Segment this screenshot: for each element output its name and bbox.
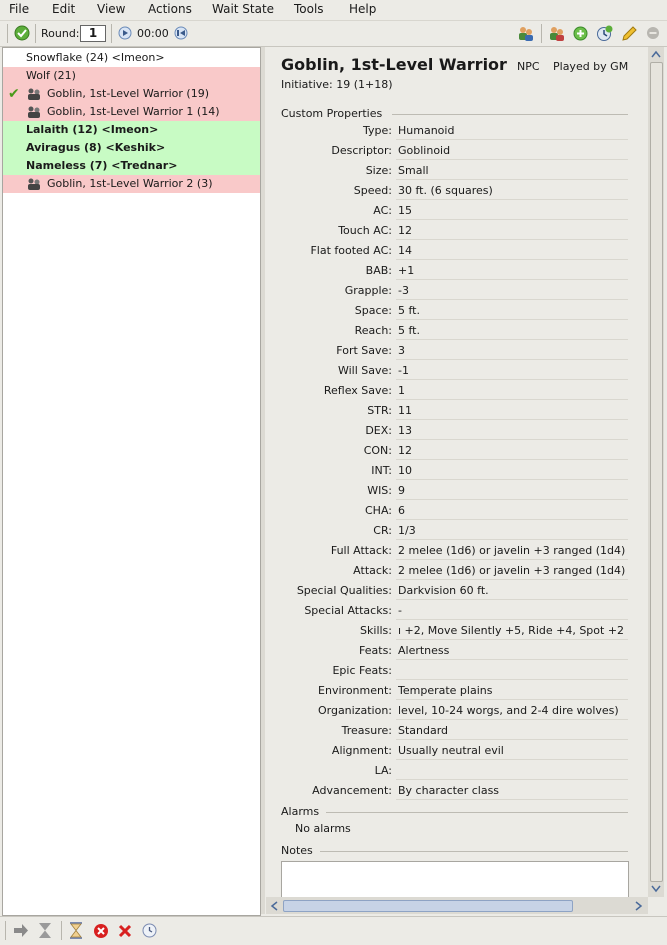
clock-icon[interactable]: [142, 923, 157, 938]
play-timer-icon[interactable]: [118, 26, 132, 40]
property-label: CHA:: [365, 504, 392, 517]
property-value[interactable]: 5 ft.: [398, 304, 420, 317]
property-value[interactable]: Goblinoid: [398, 144, 451, 157]
alarms-heading: Alarms: [281, 805, 320, 818]
property-underline: [396, 639, 628, 640]
property-underline: [396, 579, 628, 580]
list-item[interactable]: [3, 67, 260, 85]
combatant-title: Goblin, 1st-Level Warrior: [281, 55, 507, 74]
toolbar-separator: [7, 24, 8, 43]
property-underline: [396, 259, 628, 260]
property-label: Grapple:: [344, 284, 392, 297]
property-label: CR:: [373, 524, 392, 537]
list-item-label: Wolf (21): [26, 69, 76, 82]
toolbar-separator: [111, 24, 112, 43]
menu-help[interactable]: Help: [349, 2, 377, 16]
property-label: Reach:: [354, 324, 392, 337]
vertical-scrollbar[interactable]: [648, 47, 664, 897]
property-label: CON:: [363, 444, 392, 457]
property-label: BAB:: [365, 264, 392, 277]
list-item-label: Snowflake (24) <Imeon>: [26, 51, 165, 64]
edit-pencil-icon[interactable]: [621, 25, 637, 42]
property-value[interactable]: 2 melee (1d6) or javelin +3 ranged (1d4): [398, 564, 626, 577]
property-value[interactable]: 15: [398, 204, 412, 217]
property-label: Space:: [354, 304, 392, 317]
property-label: Type:: [363, 124, 392, 137]
list-item-label: Goblin, 1st-Level Warrior 2 (3): [47, 177, 213, 190]
property-underline: [396, 299, 628, 300]
property-value[interactable]: Usually neutral evil: [398, 744, 504, 757]
property-label: Environment:: [318, 684, 392, 697]
goblin-icon: [27, 88, 41, 100]
property-underline: [396, 399, 628, 400]
property-underline: [396, 439, 628, 440]
property-label: Descriptor:: [331, 144, 392, 157]
initiative-list[interactable]: [2, 47, 261, 916]
property-label: Flat footed AC:: [310, 244, 392, 257]
property-underline: [396, 739, 628, 740]
property-value[interactable]: 6: [398, 504, 405, 517]
custom-properties-heading: Custom Properties: [281, 107, 383, 120]
initiative-label: Initiative: 19 (1+18): [281, 78, 393, 91]
menu-view[interactable]: View: [97, 2, 126, 16]
property-label: Treasure:: [341, 724, 392, 737]
property-value[interactable]: 13: [398, 424, 412, 437]
add-icon[interactable]: [573, 26, 588, 41]
property-underline: [396, 519, 628, 520]
pane-splitter[interactable]: [261, 47, 265, 914]
notes-heading: Notes: [281, 844, 313, 857]
property-label: Reflex Save:: [323, 384, 392, 397]
property-value[interactable]: Standard: [398, 724, 449, 737]
property-value[interactable]: 30 ft. (6 squares): [398, 184, 493, 197]
property-label: WIS:: [367, 484, 392, 497]
property-label: STR:: [367, 404, 392, 417]
toolbar-separator: [61, 921, 62, 940]
scroll-up-arrow-icon[interactable]: [651, 50, 661, 58]
property-label: Alignment:: [331, 744, 392, 757]
section-divider: [392, 114, 628, 115]
toolbar-separator: [35, 24, 36, 43]
menu-file[interactable]: File: [9, 2, 30, 16]
list-item[interactable]: [3, 139, 260, 157]
list-item[interactable]: [3, 121, 260, 139]
notes-textarea[interactable]: [281, 861, 629, 897]
add-timer-icon[interactable]: [596, 25, 613, 42]
property-value[interactable]: 12: [398, 224, 412, 237]
property-underline: [396, 159, 628, 160]
property-value[interactable]: 2 melee (1d6) or javelin +3 ranged (1d4): [398, 544, 626, 557]
round-input[interactable]: 1: [80, 25, 106, 42]
property-underline: [396, 659, 628, 660]
list-item[interactable]: [3, 175, 260, 193]
property-value[interactable]: 14: [398, 244, 412, 257]
section-divider: [326, 812, 628, 813]
group-users-icon[interactable]: [517, 25, 535, 42]
property-underline: [396, 339, 628, 340]
disabled-stop-icon[interactable]: [646, 26, 660, 40]
property-label: Epic Feats:: [332, 664, 392, 677]
property-value[interactable]: By character class: [398, 784, 500, 797]
property-underline: [396, 139, 628, 140]
list-item[interactable]: [3, 85, 260, 103]
remove-circle-icon[interactable]: [93, 923, 109, 939]
horizontal-scroll-thumb[interactable]: [283, 900, 573, 912]
property-underline: [396, 619, 628, 620]
section-divider: [320, 851, 628, 852]
property-label: INT:: [371, 464, 392, 477]
menu-tools[interactable]: Tools: [294, 2, 324, 16]
property-value[interactable]: 9: [398, 484, 405, 497]
property-label: DEX:: [365, 424, 392, 437]
property-label: Advancement:: [312, 784, 392, 797]
property-label: Touch AC:: [338, 224, 392, 237]
property-label: Special Attacks:: [304, 604, 392, 617]
property-underline: [396, 239, 628, 240]
current-turn-check-icon: ✔: [8, 86, 20, 102]
list-item[interactable]: [3, 49, 260, 67]
property-underline: [396, 279, 628, 280]
list-item[interactable]: [3, 103, 260, 121]
property-underline: [396, 499, 628, 500]
property-underline: [396, 459, 628, 460]
main-toolbar: [0, 20, 667, 47]
scroll-left-arrow-icon[interactable]: [270, 901, 278, 911]
property-value[interactable]: 11: [398, 404, 412, 417]
hourglass-grey-icon[interactable]: [37, 922, 53, 939]
npc-badge: NPC: [517, 60, 540, 73]
property-value[interactable]: 3: [398, 344, 405, 357]
menu-wait-state[interactable]: Wait State: [212, 2, 275, 16]
toolbar-separator: [541, 24, 542, 43]
property-label: Fort Save:: [336, 344, 392, 357]
property-label: Skills:: [360, 624, 392, 637]
horizontal-scrollbar[interactable]: [266, 897, 648, 914]
property-value[interactable]: -1: [398, 364, 409, 377]
played-by-label: Played by GM: [553, 60, 629, 73]
toolbar-separator: [5, 921, 6, 940]
menu-edit[interactable]: Edit: [52, 2, 76, 16]
property-underline: [396, 599, 628, 600]
property-value[interactable]: 1/3: [398, 524, 416, 537]
property-value[interactable]: 12: [398, 444, 412, 457]
list-item-label: Goblin, 1st-Level Warrior 1 (14): [47, 105, 220, 118]
property-label: Attack:: [353, 564, 392, 577]
property-value[interactable]: Temperate plains: [398, 684, 493, 697]
menubar: [0, 0, 667, 19]
bottom-toolbar: [0, 916, 667, 945]
property-underline: [396, 559, 628, 560]
property-value[interactable]: Small: [398, 164, 429, 177]
property-underline: [396, 319, 628, 320]
property-value[interactable]: 10: [398, 464, 412, 477]
property-underline: [396, 779, 628, 780]
property-value[interactable]: Alertness: [398, 644, 450, 657]
property-underline: [396, 679, 628, 680]
property-label: Speed:: [353, 184, 392, 197]
property-underline: [396, 479, 628, 480]
round-label: Round:: [41, 27, 80, 40]
list-item[interactable]: [3, 157, 260, 175]
hourglass-icon[interactable]: [69, 922, 83, 939]
property-label: Size:: [365, 164, 392, 177]
property-value[interactable]: Darkvision 60 ft.: [398, 584, 489, 597]
property-value[interactable]: Humanoid: [398, 124, 455, 137]
detail-panel: [266, 47, 648, 897]
alarms-text: No alarms: [295, 822, 351, 835]
goblin-icon: [27, 178, 41, 190]
property-underline: [396, 199, 628, 200]
menu-actions[interactable]: Actions: [148, 2, 192, 16]
property-underline: [396, 219, 628, 220]
property-value[interactable]: ı +2, Move Silently +5, Ride +4, Spot +2: [398, 624, 625, 637]
property-value[interactable]: -: [398, 604, 402, 617]
property-label: Full Attack:: [330, 544, 392, 557]
property-underline: [396, 719, 628, 720]
vertical-scroll-thumb[interactable]: [650, 62, 663, 882]
property-label: Feats:: [359, 644, 392, 657]
property-label: LA:: [374, 764, 392, 777]
property-label: AC:: [373, 204, 392, 217]
property-underline: [396, 179, 628, 180]
property-value[interactable]: -3: [398, 284, 409, 297]
scroll-right-arrow-icon[interactable]: [635, 901, 643, 911]
property-underline: [396, 359, 628, 360]
timer-display: 00:00: [137, 27, 169, 40]
property-label: Will Save:: [337, 364, 392, 377]
scroll-down-arrow-icon[interactable]: [651, 885, 661, 893]
next-turn-arrow-icon[interactable]: [13, 923, 29, 938]
list-item-label: Goblin, 1st-Level Warrior (19): [47, 87, 210, 100]
property-value[interactable]: +1: [398, 264, 415, 277]
property-label: Organization:: [317, 704, 392, 717]
goblin-icon: [27, 106, 41, 118]
property-value[interactable]: 1: [398, 384, 405, 397]
property-underline: [396, 379, 628, 380]
list-item-label: Nameless (7) <Trednar>: [26, 159, 178, 172]
list-item-label: Aviragus (8) <Keshik>: [26, 141, 166, 154]
add-group-icon[interactable]: [548, 25, 566, 42]
delete-x-icon[interactable]: [118, 924, 132, 938]
property-underline: [396, 699, 628, 700]
list-item-label: Lalaith (12) <Imeon>: [26, 123, 159, 136]
property-underline: [396, 799, 628, 800]
reset-timer-icon[interactable]: [174, 26, 188, 40]
property-underline: [396, 539, 628, 540]
property-underline: [396, 759, 628, 760]
property-value[interactable]: level, 10-24 worgs, and 2-4 dire wolves): [398, 704, 619, 717]
property-value[interactable]: 5 ft.: [398, 324, 420, 337]
ok-check-icon[interactable]: [14, 25, 30, 41]
property-label: Special Qualities:: [296, 584, 392, 597]
property-underline: [396, 419, 628, 420]
